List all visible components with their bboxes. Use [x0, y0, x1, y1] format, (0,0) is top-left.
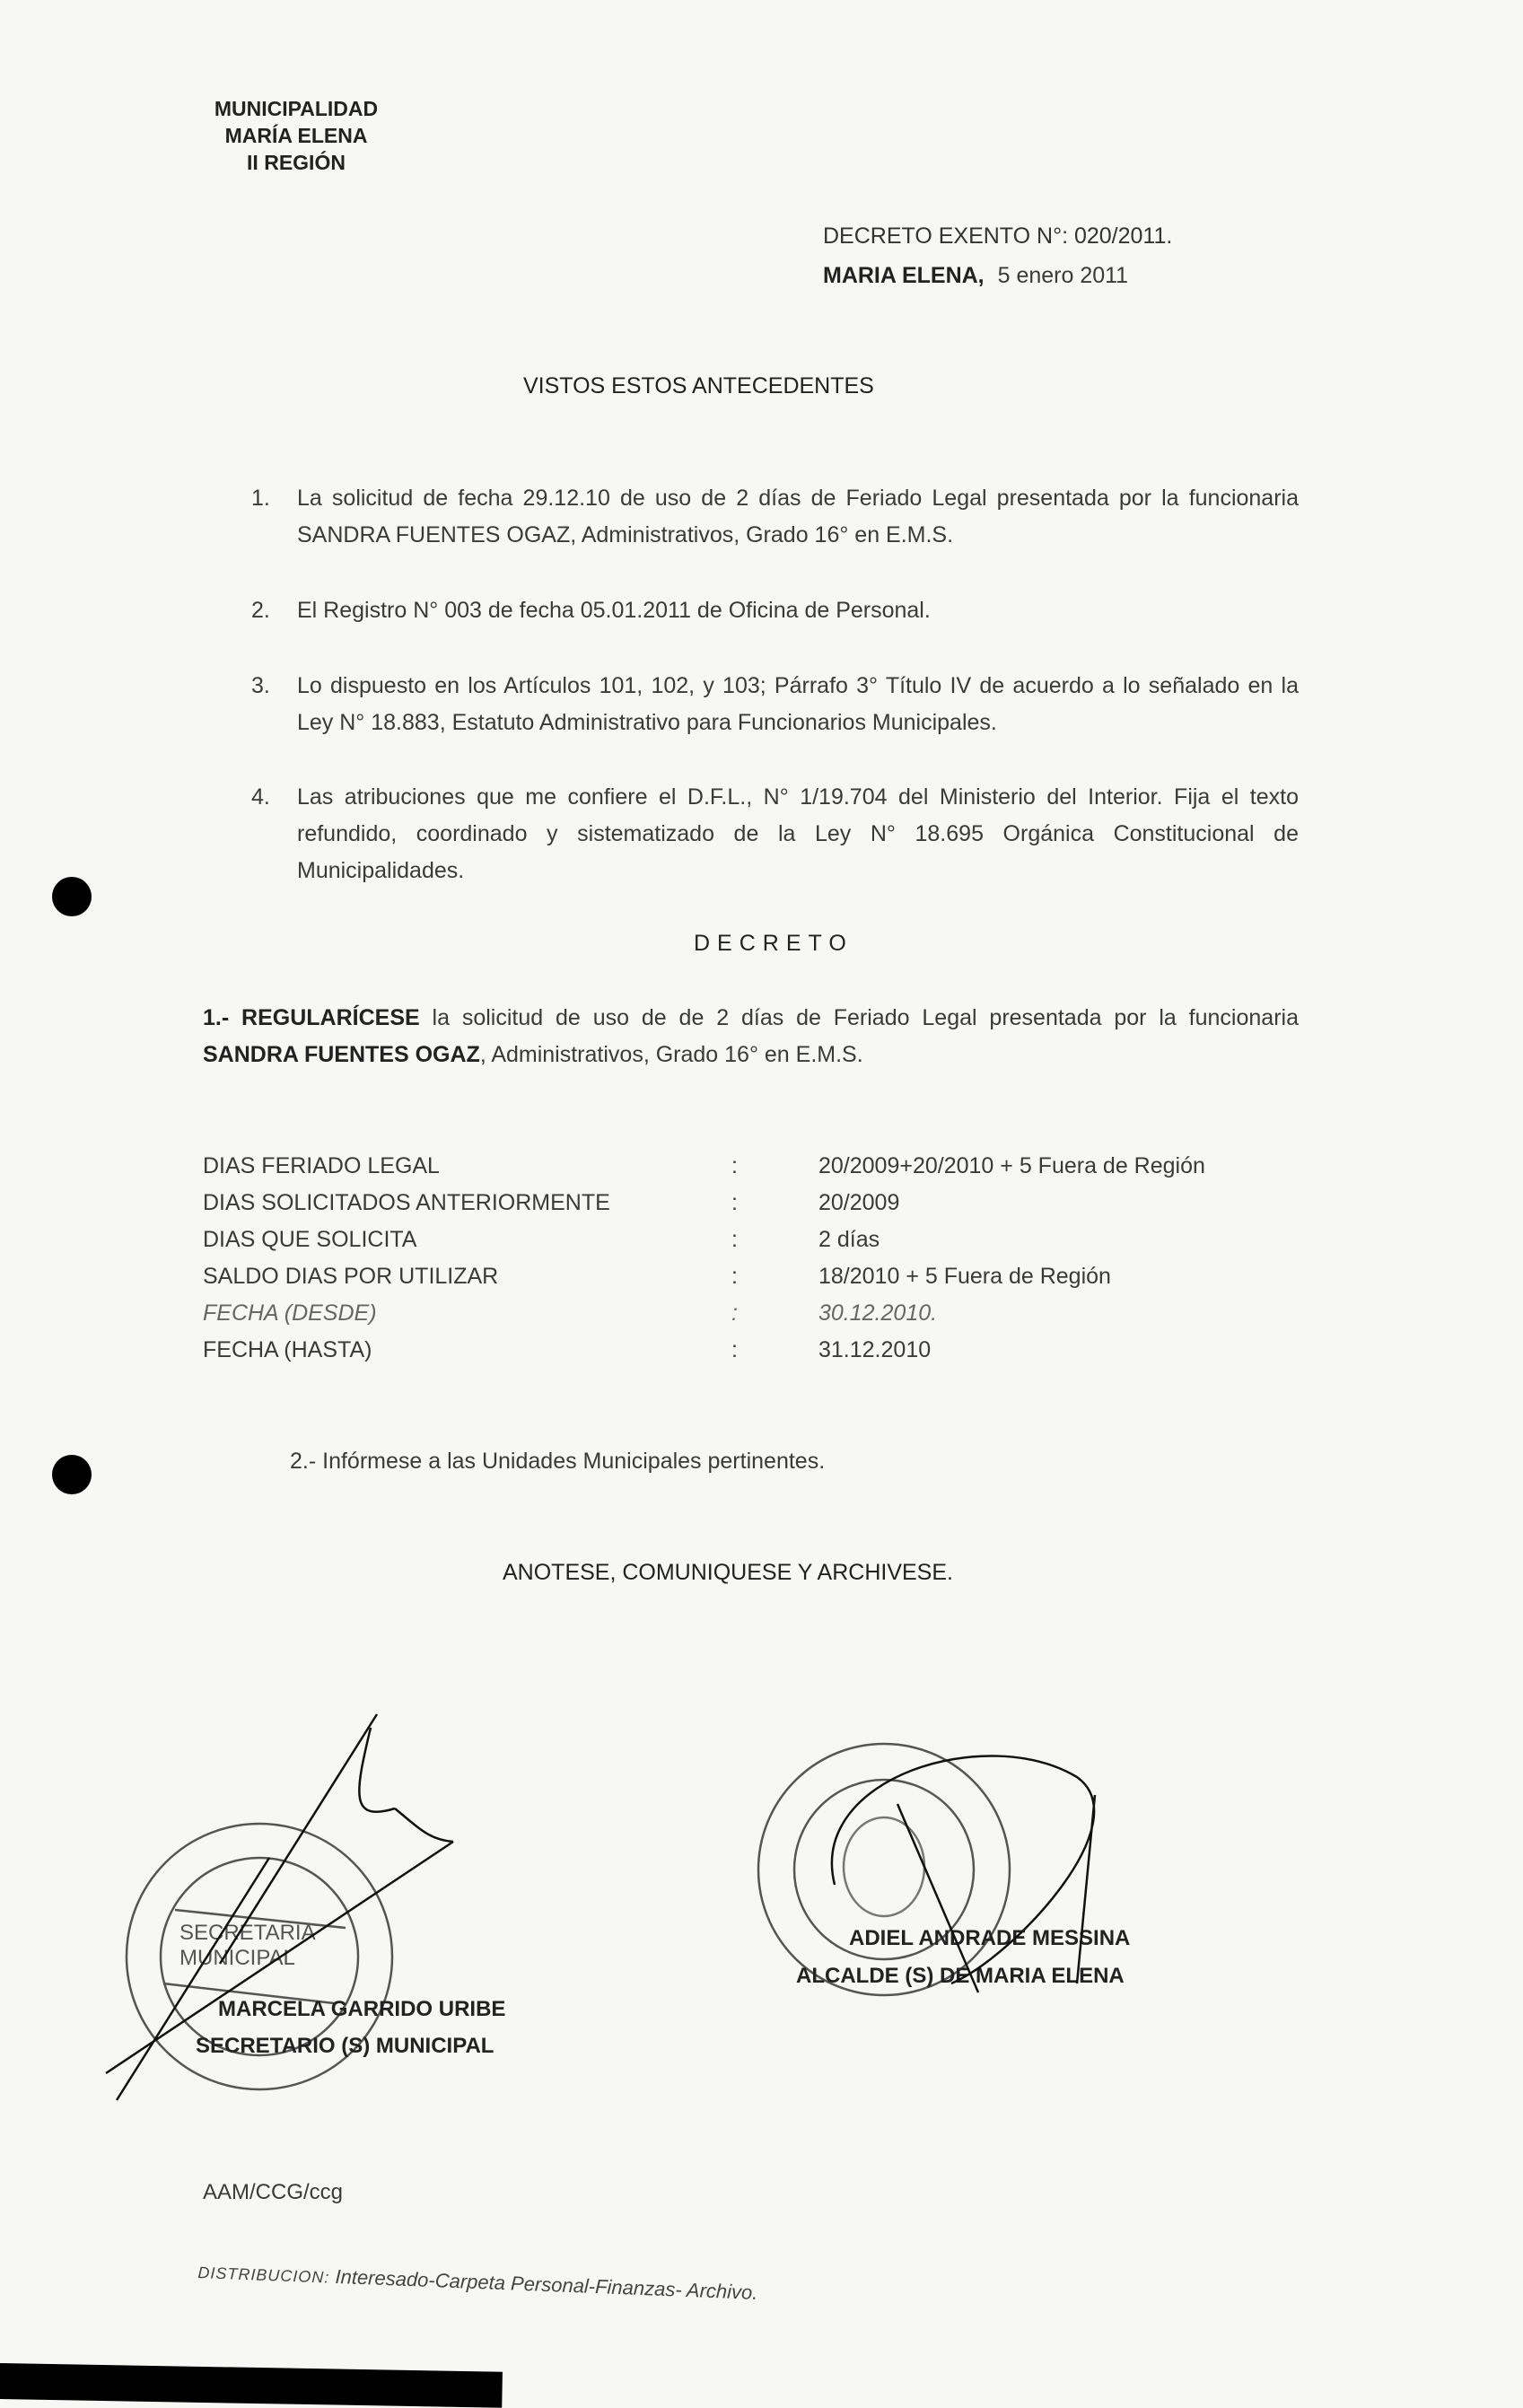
resolution-prefix: 1.- REGULARÍCESE: [203, 1005, 420, 1030]
detail-row: [203, 1332, 1299, 1369]
detail-value: 2 días: [818, 1227, 880, 1252]
left-signatory-title: SECRETARIO (S) MUNICIPAL: [196, 2034, 495, 2058]
header-line: MUNICIPALIDAD: [214, 97, 379, 120]
item-number: 1.: [251, 486, 270, 511]
detail-label: DIAS SOLICITADOS ANTERIORMENTE: [203, 1190, 610, 1215]
antecedente-item: [203, 779, 1299, 889]
left-stamp-center: SECRETARIA MUNICIPAL: [179, 1921, 315, 1970]
resolution-2: 2.- Infórmese a las Unidades Municipales pertinentes.: [290, 1449, 826, 1474]
detail-row: [203, 1185, 1299, 1222]
municipality-header: [179, 95, 413, 176]
right-signatory-name: ADIEL ANDRADE MESSINA: [849, 1926, 1131, 1950]
antecedente-text: Lo dispuesto en los Artículos 101, 102, y 103; Párrafo 3° Título IV de acuerdo a lo señalado en la Ley N° 18.883, Estatuto Administrativo para Funcionarios Municipales.: [297, 673, 1299, 735]
resolution-text: , Administrativos, Grado 16° en E.M.S.: [479, 1042, 863, 1067]
item-number: 2.: [251, 598, 270, 623]
detail-separator: :: [731, 1153, 738, 1178]
punch-hole: [52, 1455, 92, 1494]
detail-row: [203, 1148, 1299, 1185]
antecedente-text: El Registro N° 003 de fecha 05.01.2011 de Oficina de Personal.: [297, 598, 931, 623]
decree-body: [203, 480, 1299, 1591]
detail-label: SALDO DIAS POR UTILIZAR: [203, 1264, 499, 1289]
item-number: 3.: [251, 673, 270, 698]
detail-label: DIAS FERIADO LEGAL: [203, 1153, 440, 1178]
header-line: II REGIÓN: [247, 151, 346, 174]
detail-value: 20/2009: [818, 1190, 900, 1215]
header-line: MARÍA ELENA: [224, 124, 368, 147]
detail-value: 20/2009+20/2010 + 5 Fuera de Región: [818, 1153, 1205, 1178]
vistos-title: VISTOS ESTOS ANTECEDENTES: [523, 373, 874, 398]
detail-separator: :: [731, 1190, 738, 1215]
distribution-label: DISTRIBUCION:: [197, 2263, 330, 2287]
closing-formula: ANOTESE, COMUNIQUESE Y ARCHIVESE.: [503, 1560, 953, 1585]
detail-separator: :: [731, 1300, 738, 1326]
resolution-1: [203, 1000, 1299, 1073]
antecedente-item: [203, 592, 1299, 629]
decreto-title: DECRETO: [694, 931, 853, 956]
detail-label: DIAS QUE SOLICITA: [203, 1227, 417, 1252]
detail-row: [203, 1258, 1299, 1295]
detail-label: FECHA (DESDE): [203, 1300, 377, 1326]
details-table: [203, 1148, 1299, 1369]
detail-row: [203, 1222, 1299, 1258]
punch-hole: [52, 877, 92, 916]
initials: AAM/CCG/ccg: [203, 2180, 344, 2204]
antecedente-text: Las atribuciones que me confiere el D.F.L., N° 1/19.704 del Ministerio del Interior. Fija el texto refundido, coordinado y sistematizado de la Ley N° 18.695 Orgánica Constitucional de Municipalidades.: [297, 784, 1299, 883]
antecedente-item: [203, 668, 1299, 741]
antecedente-item: [203, 480, 1299, 554]
distribution-text: Interesado-Carpeta Personal-Finanzas- Archivo.: [335, 2264, 758, 2304]
right-signatory-title: ALCALDE (S) DE MARIA ELENA: [796, 1964, 1125, 1988]
detail-value: 30.12.2010.: [818, 1300, 938, 1326]
distribution: [197, 2260, 758, 2305]
employee-name: SANDRA FUENTES OGAZ: [203, 1042, 480, 1067]
detail-label: FECHA (HASTA): [203, 1337, 372, 1362]
detail-value: 18/2010 + 5 Fuera de Región: [818, 1264, 1111, 1289]
decree-place: MARIA ELENA,: [823, 263, 985, 288]
scan-edge: [0, 2363, 503, 2408]
left-signatory-name: MARCELA GARRIDO URIBE: [218, 1997, 506, 2021]
detail-separator: :: [731, 1264, 738, 1289]
detail-value: 31.12.2010: [818, 1337, 932, 1362]
detail-separator: :: [731, 1337, 738, 1362]
item-number: 4.: [251, 784, 270, 810]
right-stamp: [754, 1739, 1014, 2000]
detail-separator: :: [731, 1227, 738, 1252]
resolution-text: la solicitud de uso de de 2 días de Feriado Legal presentada por la funcionaria: [419, 1005, 1299, 1030]
decree-date: 5 enero 2011: [997, 263, 1129, 288]
antecedente-text: La solicitud de fecha 29.12.10 de uso de 2 días de Feriado Legal presentada por la funcionaria SANDRA FUENTES OGAZ, Administrativos, Grado 16° en E.M.S.: [297, 486, 1299, 547]
decree-place-date: [823, 262, 1128, 289]
decree-number: DECRETO EXENTO N°: 020/2011.: [823, 223, 1173, 249]
detail-row: [203, 1295, 1299, 1332]
